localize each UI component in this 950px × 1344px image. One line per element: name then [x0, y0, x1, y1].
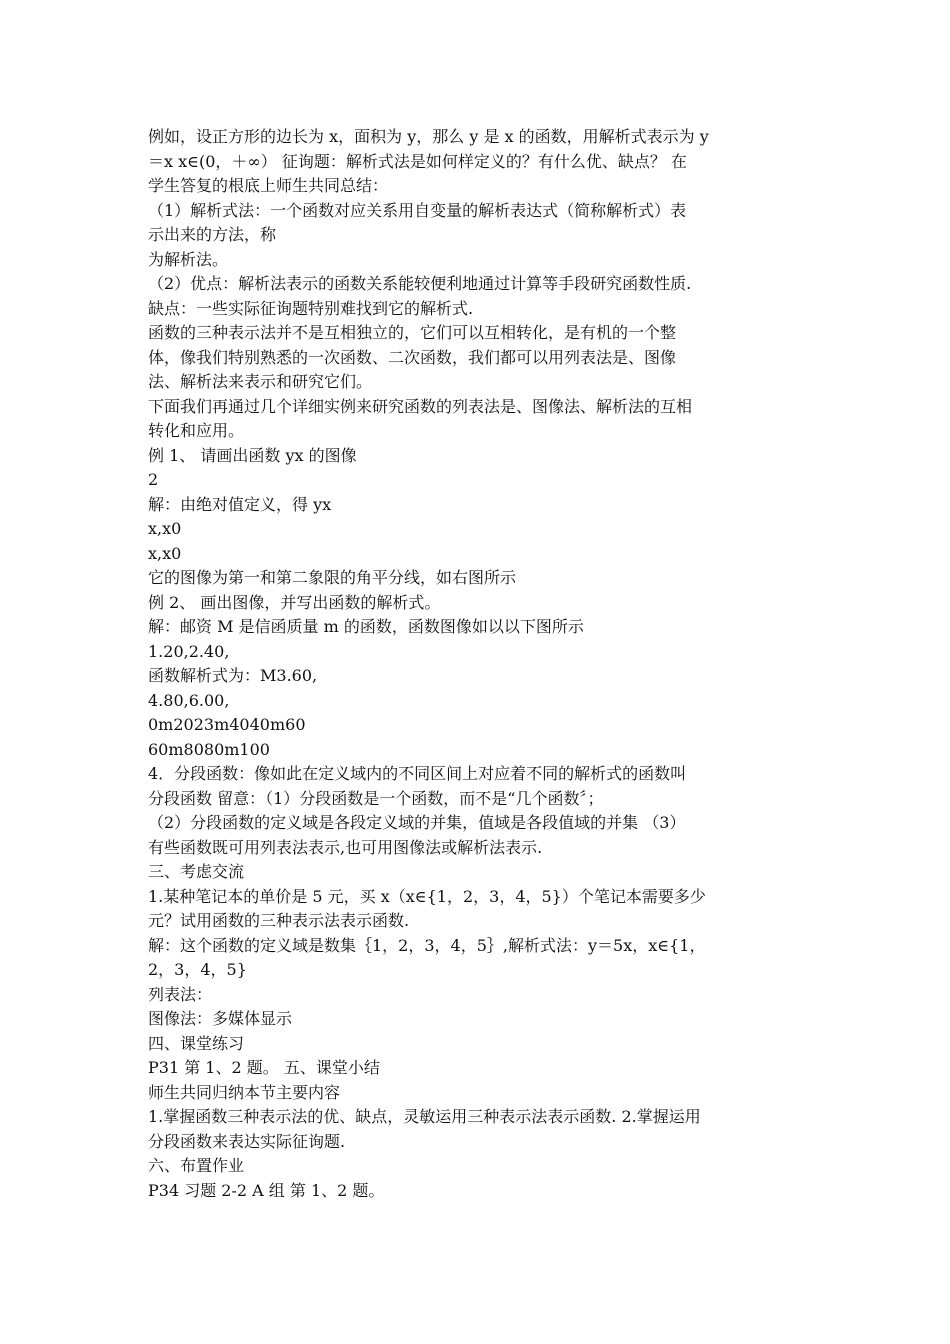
text-line: 解：由绝对值定义，得 yx: [148, 494, 332, 514]
text-line: 师生共同归纳本节主要内容: [148, 1082, 341, 1102]
text-line: 函数解析式为：M3.60,: [148, 666, 318, 685]
text-line: 三、考虑交流: [148, 862, 245, 881]
text-line: （2）优点：解析法表示的函数关系能较便利地通过计算等手段研究函数性质.: [148, 274, 692, 293]
text-line: 下面我们再通过几个详细实例来研究函数的列表法是、图像法、解析法的互相: [148, 396, 693, 416]
text-line: 2，3，4，5}: [148, 960, 247, 979]
text-line: 缺点：一些实际征询题特别难找到它的解析式.: [148, 298, 474, 318]
text-line: 4．分段函数：像如此在定义域内的不同区间上对应着不同的解析式的函数叫: [148, 764, 687, 783]
text-line: 体，像我们特别熟悉的一次函数、二次函数，我们都可以用列表法是、图像: [148, 347, 677, 367]
text-line: 例 1、 请画出函数 yx 的图像: [148, 445, 357, 465]
document-body: [148, 125, 808, 1203]
text-line: 学生答复的根底上师生共同总结：: [148, 176, 389, 195]
text-line: 分段函数 留意：（1）分段函数是一个函数，而不是“几个函数〞；: [148, 788, 604, 808]
text-line: 60m8080m100: [148, 739, 270, 759]
text-line: P34 习题 2-2 A 组 第 1、2 题。: [148, 1180, 385, 1200]
text-line: 函数的三种表示法并不是互相独立的，它们可以互相转化，是有机的一个整: [148, 323, 677, 342]
text-line: x,x0: [148, 519, 182, 538]
text-line: 为解析法。: [148, 249, 229, 269]
text-line: 解：邮资 M 是信函质量 m 的函数，函数图像如以以下图所示: [148, 617, 584, 636]
text-line: 2: [148, 470, 159, 489]
text-line: 元？试用函数的三种表示法表示函数.: [148, 911, 410, 930]
text-line: 有些函数既可用列表法表示,也可用图像法或解析法表示.: [148, 837, 543, 857]
text-line: （2）分段函数的定义域是各段定义域的并集，值域是各段值域的并集 （3）: [148, 813, 686, 832]
text-line: 分段函数来表达实际征询题.: [148, 1131, 346, 1151]
text-line: x,x0: [148, 543, 182, 563]
text-line: 1.掌握函数三种表示法的优、缺点，灵敏运用三种表示法表示函数. 2.掌握运用: [148, 1107, 701, 1126]
text-line: 转化和应用。: [148, 421, 245, 440]
text-line: 4.80,6.00,: [148, 690, 230, 710]
text-line: （1）解析式法：一个函数对应关系用自变量的解析表达式（简称解析式）表: [148, 200, 687, 220]
text-line: 1.20,2.40,: [148, 641, 230, 661]
text-line: P31 第 1、2 题。 五、课堂小结: [148, 1058, 380, 1077]
text-line: 示出来的方法，称: [148, 225, 277, 244]
text-line: 例如，设正方形的边长为 x，面积为 y，那么 y 是 x 的函数，用解析式表示为 y: [148, 127, 709, 146]
text-line: 四、课堂练习: [148, 1033, 245, 1053]
text-line: 0m2023m4040m60: [148, 715, 306, 734]
text-line: 1.某种笔记本的单价是 5 元，买 x（x∈{1，2，3，4，5}）个笔记本需要多少: [148, 886, 706, 906]
text-line: 列表法：: [148, 984, 213, 1004]
text-line: 法、解析法来表示和研究它们。: [148, 372, 373, 391]
text-line: 六、布置作业: [148, 1156, 245, 1175]
text-line: ＝x x∈(0，＋∞） 征询题：解析式法是如何样定义的？有什么优、缺点？ 在: [148, 151, 687, 171]
text-line: 图像法：多媒体显示: [148, 1009, 293, 1028]
text-line: 例 2、 画出图像，并写出函数的解析式。: [148, 592, 441, 612]
text-line: 它的图像为第一和第二象限的角平分线，如右图所示: [148, 568, 517, 587]
text-line: 解：这个函数的定义域是数集｛1，2，3，4，5｝,解析式法：y＝5x，x∈{1，: [148, 935, 706, 955]
